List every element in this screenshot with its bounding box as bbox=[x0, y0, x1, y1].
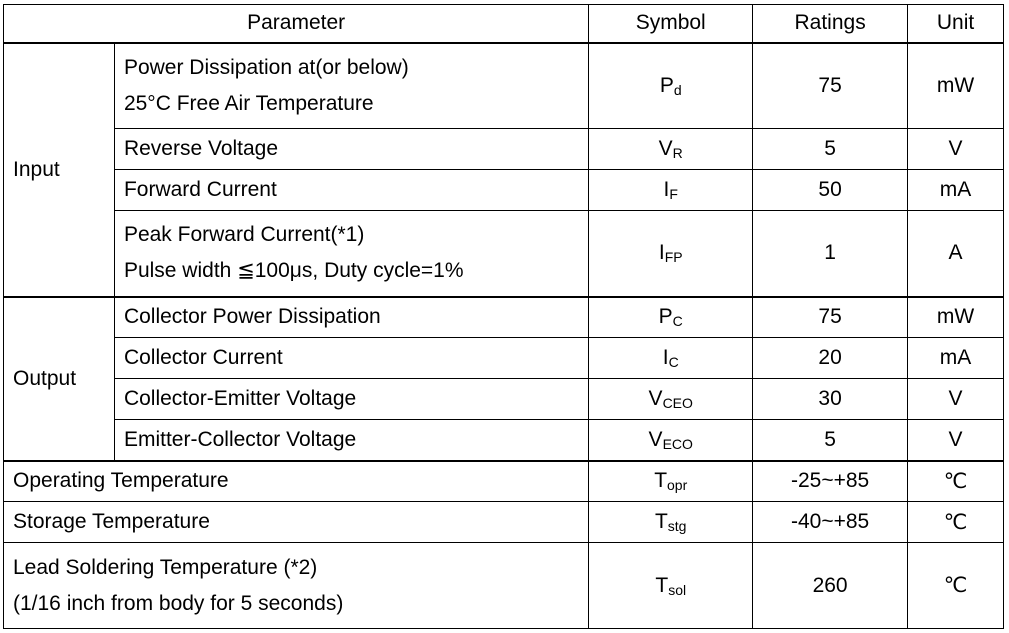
param-cell: Forward Current bbox=[114, 170, 588, 211]
rating-cell: 50 bbox=[753, 170, 908, 211]
unit-cell: mA bbox=[908, 170, 1004, 211]
table-row bbox=[4, 297, 1004, 338]
unit-cell: V bbox=[908, 129, 1004, 170]
unit-cell: mA bbox=[908, 338, 1004, 379]
param-cell bbox=[114, 211, 588, 297]
rating-cell: 5 bbox=[753, 420, 908, 461]
table-row bbox=[4, 43, 1004, 129]
rating-cell: -40~+85 bbox=[753, 502, 908, 543]
table-header-row bbox=[4, 5, 1004, 43]
param-line-2: Pulse width ≦100μs, Duty cycle=1% bbox=[123, 259, 464, 283]
unit-cell: V bbox=[908, 379, 1004, 420]
table-row bbox=[4, 170, 1004, 211]
param-cell bbox=[4, 543, 589, 629]
param-cell: Emitter-Collector Voltage bbox=[114, 420, 588, 461]
symbol-cell: $I_C$ bbox=[589, 338, 753, 379]
symbol-cell: $T_{opr}$ bbox=[589, 461, 753, 502]
table-row bbox=[4, 379, 1004, 420]
table-row bbox=[4, 129, 1004, 170]
param-cell: Collector-Emitter Voltage bbox=[114, 379, 588, 420]
unit-cell: A bbox=[908, 211, 1004, 297]
param-cell: Reverse Voltage bbox=[114, 129, 588, 170]
header-ratings: Ratings bbox=[753, 5, 908, 43]
symbol-cell: $T_{sol}$ bbox=[589, 543, 753, 629]
symbol-cell: $V_{ECO}$ bbox=[589, 420, 753, 461]
group-label-input: Input bbox=[4, 43, 115, 297]
param-cell bbox=[114, 43, 588, 129]
table-row bbox=[4, 211, 1004, 297]
param-cell: Collector Power Dissipation bbox=[114, 297, 588, 338]
symbol-cell: $T_{stg}$ bbox=[589, 502, 753, 543]
rating-cell: 260 bbox=[753, 543, 908, 629]
param-line-1: Peak Forward Current(*1) bbox=[123, 223, 365, 247]
table-row bbox=[4, 502, 1004, 543]
rating-cell: 75 bbox=[753, 43, 908, 129]
rating-cell: 75 bbox=[753, 297, 908, 338]
symbol-cell: $P_C$ bbox=[589, 297, 753, 338]
unit-cell: ℃ bbox=[908, 543, 1004, 629]
symbol-cell: $V_{CEO}$ bbox=[589, 379, 753, 420]
symbol-cell: $P_d$ bbox=[589, 43, 753, 129]
rating-cell: 1 bbox=[753, 211, 908, 297]
param-line-2: 25°C Free Air Temperature bbox=[123, 91, 374, 115]
table-row bbox=[4, 420, 1004, 461]
absolute-maximum-ratings-table bbox=[3, 4, 1004, 629]
group-label-output: Output bbox=[4, 297, 115, 461]
unit-cell: V bbox=[908, 420, 1004, 461]
symbol-cell: $V_R$ bbox=[589, 129, 753, 170]
rating-cell: 20 bbox=[753, 338, 908, 379]
unit-cell: mW bbox=[908, 297, 1004, 338]
table-row bbox=[4, 461, 1004, 502]
param-cell: Storage Temperature bbox=[4, 502, 589, 543]
unit-cell: ℃ bbox=[908, 461, 1004, 502]
rating-cell: -25~+85 bbox=[753, 461, 908, 502]
param-cell: Collector Current bbox=[114, 338, 588, 379]
rating-cell: 5 bbox=[753, 129, 908, 170]
param-line-1: Lead Soldering Temperature (*2) bbox=[13, 555, 318, 579]
param-line-1: Power Dissipation at(or below) bbox=[123, 55, 409, 79]
symbol-cell: $I_{FP}$ bbox=[589, 211, 753, 297]
table-row bbox=[4, 338, 1004, 379]
param-cell: Operating Temperature bbox=[4, 461, 589, 502]
table-row bbox=[4, 543, 1004, 629]
rating-cell: 30 bbox=[753, 379, 908, 420]
symbol-cell: $I_F$ bbox=[589, 170, 753, 211]
header-unit: Unit bbox=[908, 5, 1004, 43]
header-parameter: Parameter bbox=[4, 5, 589, 43]
param-line-2: (1/16 inch from body for 5 seconds) bbox=[13, 591, 344, 615]
unit-cell: mW bbox=[908, 43, 1004, 129]
header-symbol: Symbol bbox=[589, 5, 753, 43]
unit-cell: ℃ bbox=[908, 502, 1004, 543]
